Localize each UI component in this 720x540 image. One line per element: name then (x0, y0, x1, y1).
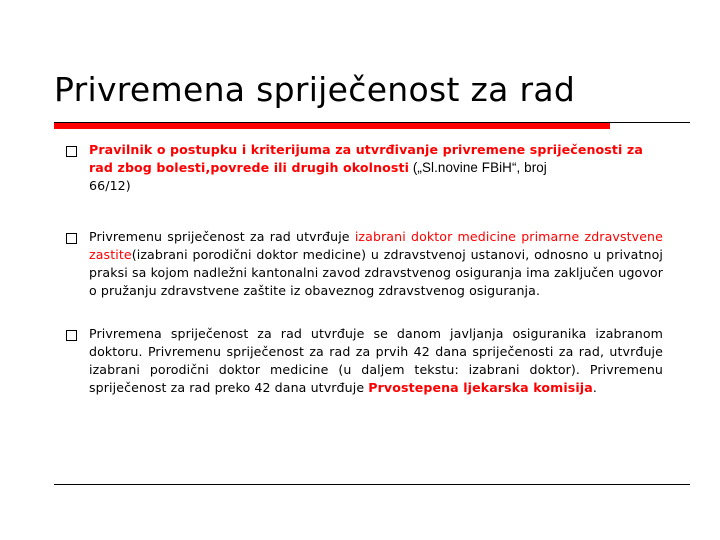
slide-title: Privremena spriječenost za rad (54, 70, 576, 109)
regulation-title: Pravilnik o postupku i kriterijuma za utvrđivanje privremene spriječenosti za rad zbog bolesti,povrede ili drugih okolnosti (89, 142, 643, 175)
item-text: . (592, 379, 597, 395)
list-item-who-determines (89, 228, 663, 300)
list-item-regulation (89, 141, 663, 195)
regulation-number: 66/12) (89, 177, 131, 193)
regulation-citation: („Sl.novine FBiH“, broj (409, 159, 547, 175)
hollow-square-bullet-icon (66, 146, 77, 157)
footer-divider (54, 484, 690, 485)
list-item-duration (89, 325, 663, 397)
item-text: Privremenu spriječenost za rad utvrđuje (89, 229, 355, 244)
highlight-doctor: izabrani doktor medicine primarne zdravstvene zastite (89, 229, 663, 262)
hollow-square-bullet-icon (66, 330, 77, 341)
item-text: (izabrani porodični doktor medicine) u zdravstvenoj ustanovi, odnosno u privatnoj praksi sa kojom nadležni kantonalni zavod zdravstvenog osiguranja ima zaključen ugovor o pružanju zdravstvene zaštite iz obaveznog zdravstvenog osiguranja. (89, 246, 663, 298)
title-accent-bar (54, 123, 610, 129)
highlight-commission: Prvostepena ljekarska komisija (368, 379, 593, 395)
item-text: Privremena spriječenost za rad utvrđuje se danom javljanja osiguranika izabranom doktoru. Privremenu spriječenost za rad za prvih 42 dana spriječenosti za rad, utvrđuje izabrani porodični doktor medicine (u daljem tekstu: izabrani doktor). Privremenu spriječenost za rad preko 42 dana utvrđuje (89, 326, 663, 395)
hollow-square-bullet-icon (66, 233, 77, 244)
